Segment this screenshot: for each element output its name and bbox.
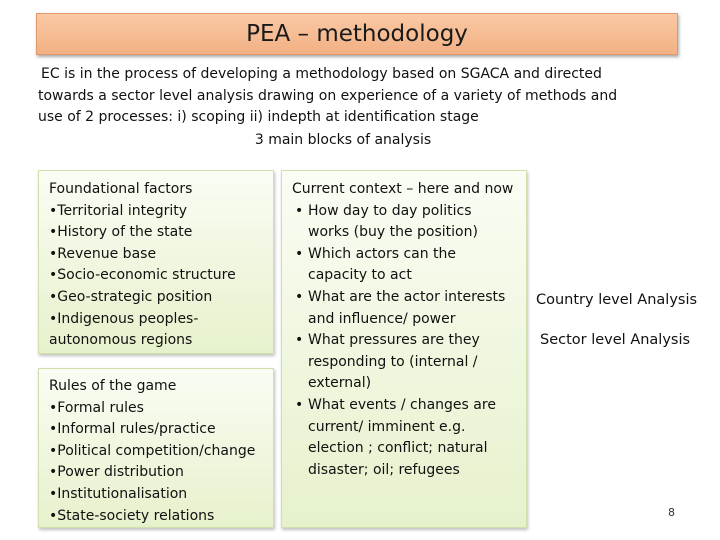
list-item: • Territorial integrity [49, 201, 273, 223]
list-item: • What events / changes are current/ imminent e.g. election ; conflict; natural disaster; oil; refugees [292, 395, 520, 481]
slide-title: PEA – methodology [246, 21, 468, 47]
foundational-list [49, 201, 273, 331]
rules-heading: Rules of the game [49, 378, 177, 394]
list-item: • Informal rules/practice [49, 419, 273, 441]
blocks-caption: 3 main blocks of analysis [254, 131, 432, 148]
rules-of-the-game-box [38, 368, 274, 528]
list-item: • Which actors can the capacity to act [292, 244, 520, 287]
list-item: • State-society relations [49, 506, 273, 528]
current-context-box [281, 170, 527, 528]
list-item: • Indigenous peoples- [49, 309, 273, 331]
current-heading: Current context – here and now [292, 181, 514, 197]
foundational-heading: Foundational factors [49, 181, 193, 197]
current-list [292, 201, 520, 482]
list-item: • History of the state [49, 222, 273, 244]
list-item: • Institutionalisation [49, 484, 273, 506]
intro-line-1: EC is in the process of developing a methodology based on SGACA and directed [41, 66, 602, 82]
list-item-continuation: autonomous regions [49, 332, 193, 349]
title-banner [36, 13, 678, 55]
foundational-factors-box [38, 170, 274, 354]
intro-line-3: use of 2 processes: i) scoping ii) indepth at identification stage [38, 109, 479, 125]
sector-level-label: Sector level Analysis [540, 332, 691, 348]
rules-list [49, 398, 273, 528]
list-item: • Power distribution [49, 462, 273, 484]
list-item: • What are the actor interests and influence/ power [292, 287, 520, 330]
intro-text [38, 64, 648, 151]
list-item: • Political competition/change [49, 441, 273, 463]
intro-line-2: towards a sector level analysis drawing on experience of a variety of methods and [38, 87, 618, 104]
list-item: • Geo-strategic position [49, 287, 273, 309]
list-item: • Formal rules [49, 398, 273, 420]
list-item: • Revenue base [49, 244, 273, 266]
list-item: • How day to day politics works (buy the position) [292, 201, 520, 244]
country-level-label: Country level Analysis [536, 292, 698, 308]
page-number: 8 [668, 506, 675, 519]
list-item: • Socio-economic structure [49, 265, 273, 287]
list-item: • What pressures are they responding to (internal / external) [292, 330, 520, 395]
